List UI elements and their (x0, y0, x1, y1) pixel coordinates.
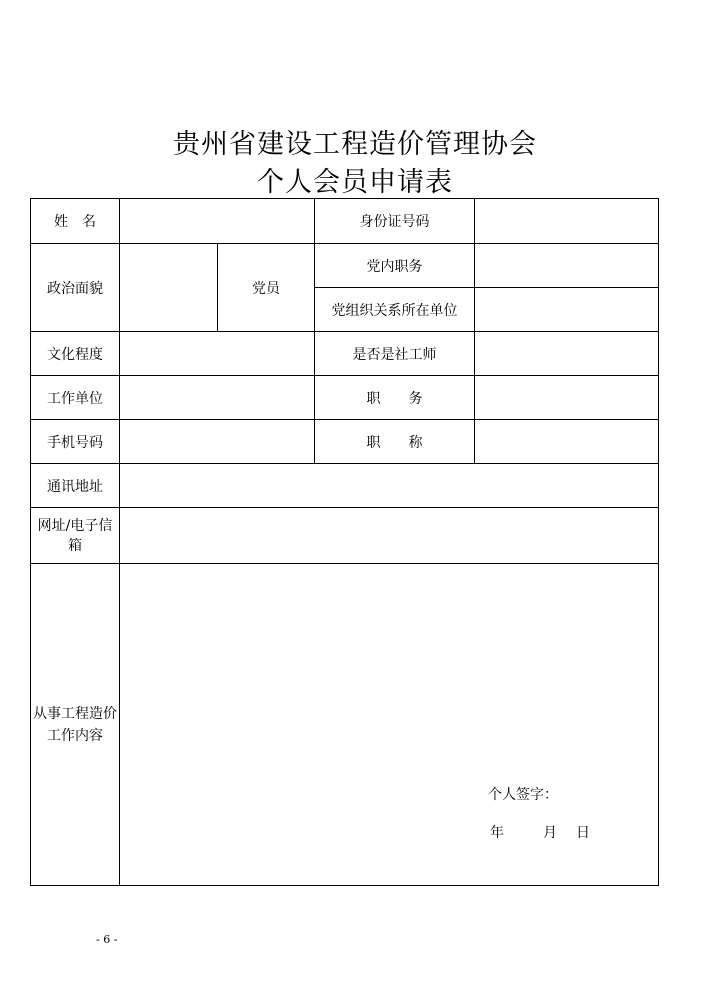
signature-label: 个人签字： (488, 787, 558, 803)
title-field[interactable] (475, 420, 659, 464)
table-row-address (31, 464, 659, 508)
application-form-table (30, 198, 659, 886)
table-row-work-unit (31, 376, 659, 420)
table-row-phone (31, 420, 659, 464)
address-label: 通讯地址 (31, 464, 120, 508)
table-row-work-content (31, 564, 659, 886)
phone-field[interactable] (120, 420, 315, 464)
web-email-cell (31, 508, 120, 564)
date-day-label: 日 (576, 825, 590, 841)
party-org-label: 党组织关系所在单位 (315, 288, 475, 332)
work-content-field[interactable] (120, 564, 659, 886)
signature-date (470, 822, 590, 842)
form-subtitle: 个人会员申请表 (257, 167, 453, 198)
table-row-education (31, 332, 659, 376)
party-org-field[interactable] (475, 288, 659, 332)
page-number: - 6 - (96, 933, 118, 946)
political-field[interactable] (120, 244, 218, 332)
education-label: 文化程度 (31, 332, 120, 376)
name-field[interactable] (120, 199, 315, 244)
date-year-label: 年 (490, 825, 504, 841)
date-month-label: 月 (543, 825, 557, 841)
table-row-political-1 (31, 244, 659, 288)
party-position-label: 党内职务 (315, 244, 475, 288)
party-member-value: 党员 (218, 244, 315, 332)
id-number-field[interactable] (475, 199, 659, 244)
id-number-label: 身份证号码 (315, 199, 475, 244)
position-field[interactable] (475, 376, 659, 420)
work-content-label: 从事工程造价工作内容 (31, 564, 120, 886)
form-title: 贵州省建设工程造价管理协会 (173, 129, 537, 160)
social-worker-field[interactable] (475, 332, 659, 376)
work-unit-label: 工作单位 (31, 376, 120, 420)
web-email-field[interactable] (120, 508, 659, 564)
table-row-web-email (31, 508, 659, 564)
phone-label: 手机号码 (31, 420, 120, 464)
name-label: 姓 名 (31, 199, 120, 244)
work-unit-field[interactable] (120, 376, 315, 420)
title-label: 职 称 (315, 420, 475, 464)
position-label: 职 务 (315, 376, 475, 420)
table-row-name (31, 199, 659, 244)
web-email-label: 网址/电子信箱 (37, 517, 113, 554)
education-field[interactable] (120, 332, 315, 376)
social-worker-label: 是否是社工师 (315, 332, 475, 376)
address-field[interactable] (120, 464, 659, 508)
party-position-field[interactable] (475, 244, 659, 288)
political-label: 政治面貌 (31, 244, 120, 332)
